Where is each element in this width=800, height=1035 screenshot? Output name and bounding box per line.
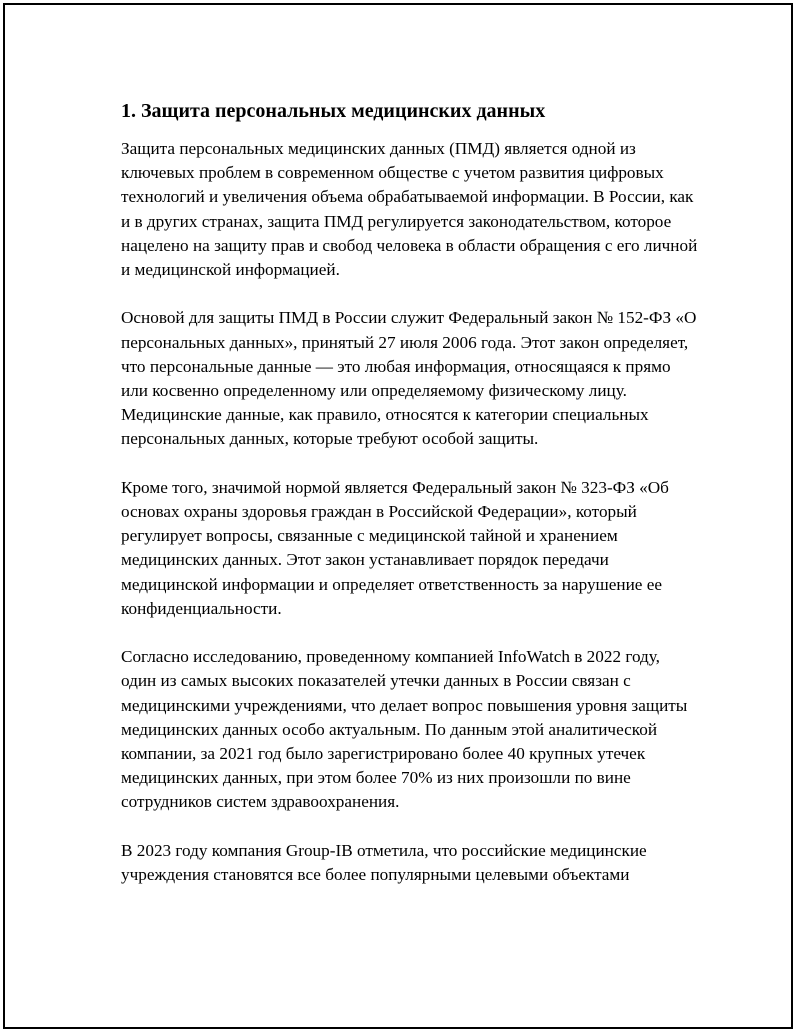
section-heading: 1. Защита персональных медицинских данных xyxy=(121,100,546,122)
document-body xyxy=(121,99,699,887)
document-page xyxy=(3,3,793,1029)
paragraph-3: Кроме того, значимой нормой является Федеральный закон № 323-ФЗ «Об основах охраны здоровья граждан в Российской Федерации», который регулирует вопросы, связанные с медицинской тайной и хранением медицинских данных. Этот закон устанавливает порядок передачи медицинской информации и определяет ответственность за нарушение ее конфиденциальности. xyxy=(121,477,669,618)
paragraph-4: Согласно исследованию, проведенному компанией InfoWatch в 2022 году, один из самых высоких показателей утечки данных в России связан с медицинскими учреждениями, что делает вопрос повышения уровня защиты медицинских данных особо актуальным. По данным этой аналитической компании, за 2021 год было зарегистрировано более 40 крупных утечек медицинских данных, при этом более 70% из них произошли по вине сотрудников систем здравоохранения. xyxy=(121,647,688,812)
paragraph-1: Защита персональных медицинских данных (ПМД) является одной из ключевых проблем в современном обществе с учетом развития цифровых технологий и увеличения объема обрабатываемой информации. В России, как и в других странах, защита ПМД регулируется законодательством, которое нацелено на защиту прав и свобод человека в области обращения с его личной и медицинской информацией. xyxy=(121,139,698,280)
paragraph-2: Основой для защиты ПМД в России служит Федеральный закон № 152-ФЗ «О персональных данных», принятый 27 июля 2006 года. Этот закон определяет, что персональные данные — это любая информация, относящаяся к прямо или косвенно определенному или определяемому физическому лицу. Медицинские данные, как правило, относятся к категории специальных персональных данных, которые требуют особой защиты. xyxy=(121,308,697,449)
paragraph-5: В 2023 году компания Group-IB отметила, что российские медицинские учреждения становятся все более популярными целевыми объектами xyxy=(121,840,647,885)
